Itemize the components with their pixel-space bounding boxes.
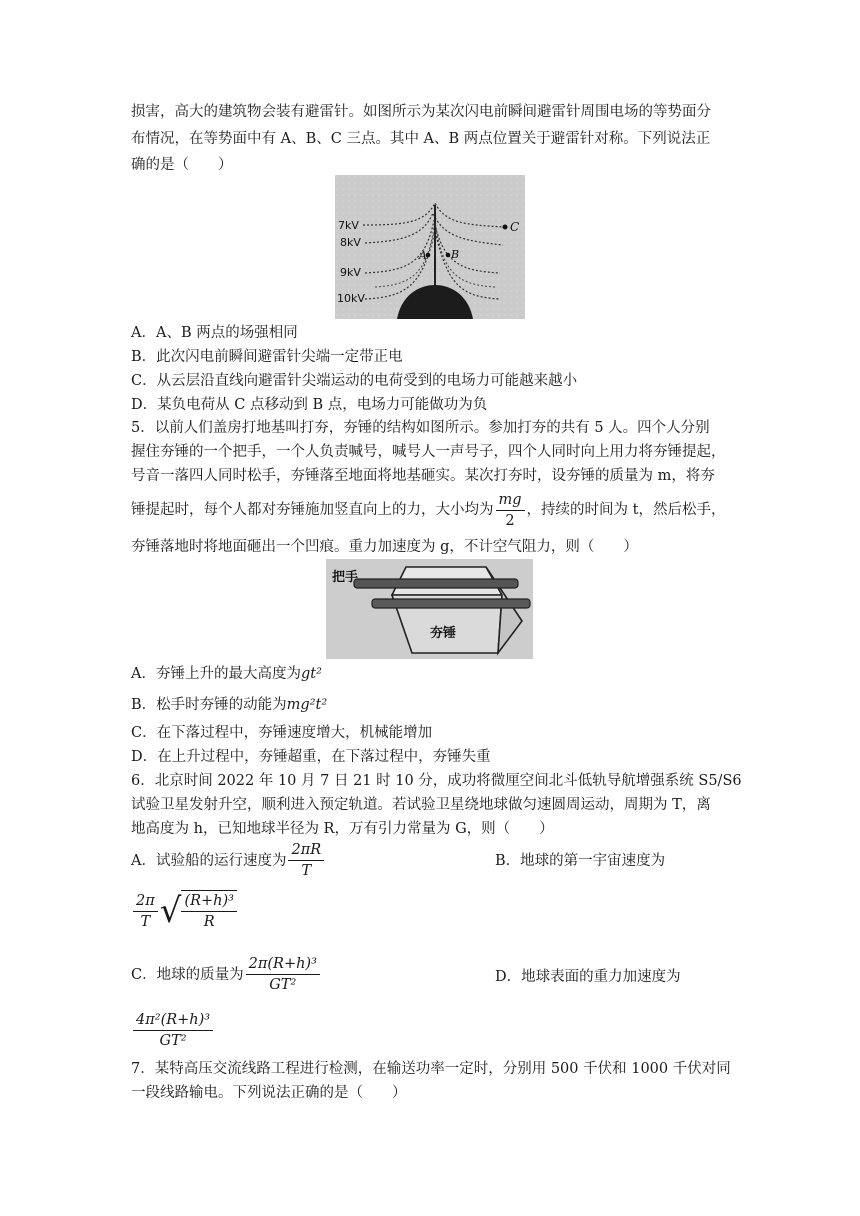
- q5-line-2: 握住夯锤的一个把手，一个人负责喊号，喊号人一声号子，四个人同时向上用力将夯锤提起，: [131, 444, 726, 460]
- q7-line-2: 一段线路输电。下列说法正确的是（ ）: [131, 1085, 407, 1101]
- q6-option-b-radicand: [181, 891, 237, 932]
- q6-line-2: 试验卫星发射升空，顺利进入预定轨道。若试验卫星绕地球做匀速圆周运动，周期为 T，离: [131, 797, 711, 813]
- label-handle: 把手: [332, 570, 359, 585]
- q6-option-d-formula: [131, 1010, 215, 1051]
- q4-option-d: D．某负电荷从 C 点移动到 B 点，电场力可能做功为负: [131, 397, 488, 413]
- label-b: B: [451, 248, 460, 261]
- q5-option-a-math: gt²: [300, 666, 322, 682]
- q6-option-b-rad-den: R: [203, 914, 215, 930]
- q5-line-3: 号音一落四人同时松手，夯锤落至地面将地基砸实。某次打夯时，设夯锤的质量为 m，将夯: [131, 468, 715, 484]
- q4-line-3: 确的是（ ）: [131, 157, 233, 173]
- force-fraction: [496, 490, 525, 531]
- label-c: C: [510, 220, 520, 234]
- q6-option-a-den: T: [301, 863, 312, 879]
- label-8kv: 8kV: [340, 236, 361, 249]
- q6-option-b: [495, 851, 665, 871]
- q6-option-c-text: C．地球的质量为: [131, 966, 244, 983]
- label-7kv: 7kV: [338, 219, 359, 232]
- q5-line-1: 5．以前人们盖房打地基叫打夯，夯锤的结构如图所示。参加打夯的共有 5 人。四个人分别: [131, 420, 710, 436]
- q5-option-a: [131, 664, 322, 684]
- q7-line-1: 7．某特高压交流线路工程进行检测，在输送功率一定时，分别用 500 千伏和 1000 千伏对同: [131, 1061, 731, 1077]
- q6-option-c-num: 2π(R+h)³: [246, 954, 320, 975]
- point-b-marker: [446, 253, 451, 258]
- q6-option-d: [495, 967, 681, 987]
- q5-line-4: [131, 488, 725, 532]
- q5-option-c: C．在下落过程中，夯锤速度增大，机械能增加: [131, 725, 433, 741]
- force-fraction-num: mg: [496, 490, 525, 511]
- q6-line-1: 6．北京时间 2022 年 10 月 7 日 21 时 10 分，成功将微厘空间北斗低轨导航增强系统 S5/S6: [131, 773, 742, 789]
- q5-line-4-pre: 锤提起时，每个人都对夯锤施加竖直向上的力，大小均为: [131, 502, 494, 518]
- label-a: A: [419, 249, 427, 262]
- q6-option-b-coef-den: T: [140, 913, 151, 930]
- q5-option-b-text: B．松手时夯锤的动能为: [131, 697, 287, 713]
- q6-option-d-text: D．地球表面的重力加速度为: [495, 969, 681, 985]
- q5-line-5: 夯锤落地时将地面砸出一个凹痕。重力加速度为 g，不计空气阻力，则（ ）: [131, 539, 638, 555]
- point-c-marker: [503, 225, 508, 230]
- q6-option-d-den: GT²: [159, 1033, 187, 1049]
- q5-line-4-post: ，持续的时间为 t，然后松手，: [526, 502, 726, 518]
- q6-option-c: [131, 954, 322, 995]
- q5-option-d: D．在上升过程中，夯锤超重，在下落过程中，夯锤失重: [131, 749, 491, 765]
- q5-option-b-math: mg²t²: [286, 697, 328, 713]
- label-10kv: 10kV: [337, 292, 365, 305]
- q6-option-a-fraction: [288, 840, 324, 881]
- q6-option-b-coef-num: 2π: [133, 891, 158, 912]
- q6-option-a-num: 2πR: [288, 840, 324, 861]
- lightning-rod-figure: [335, 175, 525, 319]
- rammer-figure: [326, 559, 533, 659]
- q6-option-b-rad-num: (R+h)³: [181, 891, 237, 912]
- q6-option-a: [131, 840, 326, 881]
- force-fraction-den: 2: [505, 512, 515, 529]
- q6-line-3: 地高度为 h，已知地球半径为 R，万有引力常量为 G，则（ ）: [131, 821, 554, 837]
- q6-option-b-text: B．地球的第一宇宙速度为: [495, 853, 666, 869]
- q6-option-a-text: A．试验船的运行速度为: [131, 852, 287, 869]
- q5-option-a-text: A．夯锤上升的最大高度为: [131, 666, 301, 682]
- q6-option-b-formula: [131, 890, 237, 932]
- q4-option-a: A．A、B 两点的场强相同: [131, 325, 298, 341]
- sqrt-sign: √ $\frac{\text{(R+h)³}}{R}$: [160, 890, 237, 932]
- q6-option-c-fraction: [246, 954, 320, 995]
- q5-option-b: [131, 695, 327, 715]
- q6-option-d-num: 4π²(R+h)³: [133, 1010, 213, 1031]
- q4-option-c: C．从云层沿直线向避雷针尖端运动的电荷受到的电场力可能越来越小: [131, 373, 578, 389]
- q4-line-2: 布情况，在等势面中有 A、B、C 三点。其中 A、B 两点位置关于避雷针对称。下列说法正: [131, 131, 711, 147]
- label-9kv: 9kV: [340, 266, 361, 279]
- label-hammer: 夯锤: [430, 626, 457, 641]
- q6-option-d-fraction: [133, 1010, 213, 1051]
- q4-option-b: B．此次闪电前瞬间避雷针尖端一定带正电: [131, 349, 403, 365]
- q6-option-c-den: GT²: [269, 977, 297, 993]
- q6-option-b-coef: [133, 891, 158, 932]
- q4-line-1: 损害，高大的建筑物会装有避雷针。如图所示为某次闪电前瞬间避雷针周围电场的等势面分: [131, 104, 711, 120]
